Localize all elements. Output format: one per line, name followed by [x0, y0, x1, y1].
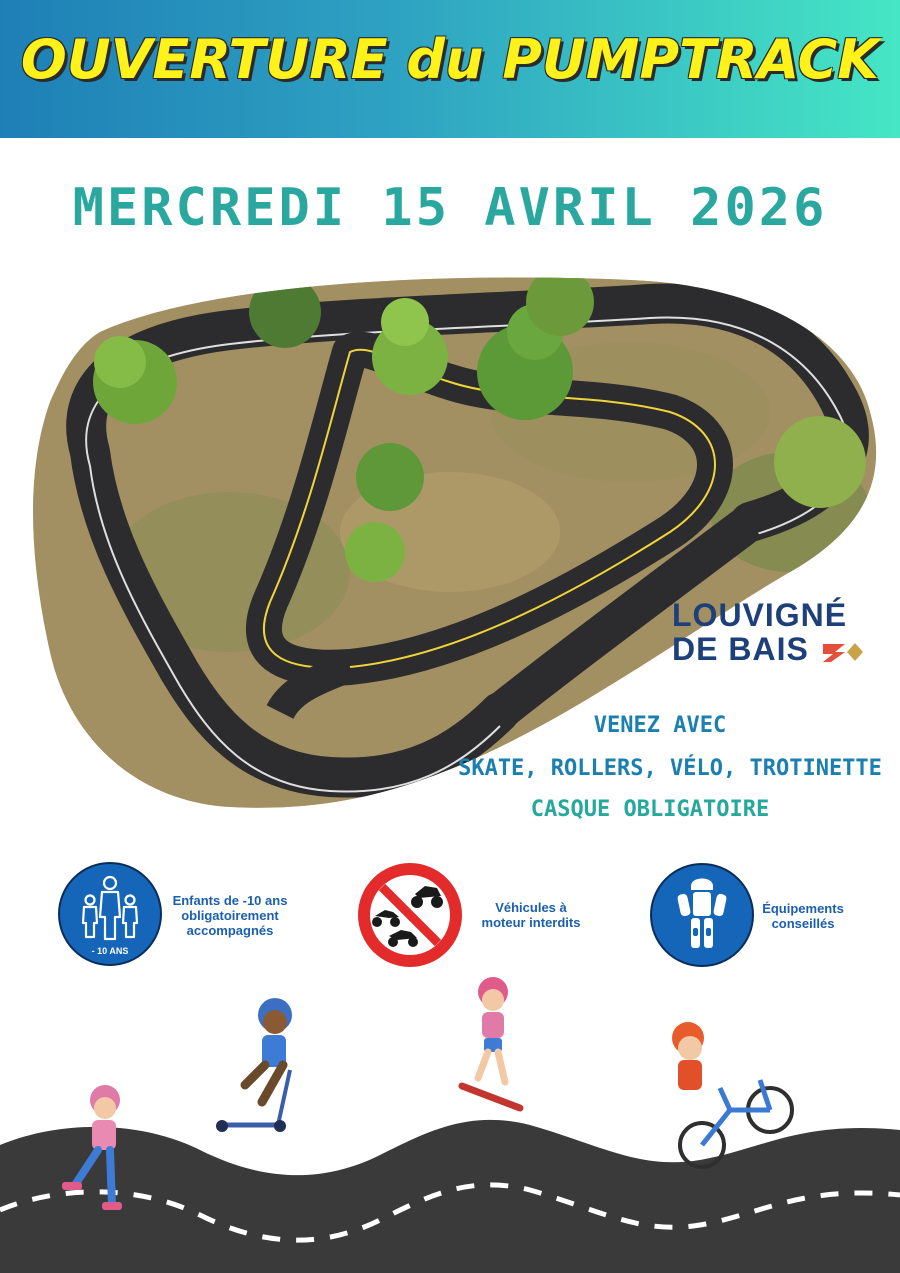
logo-line-2: DE BAIS	[672, 631, 809, 667]
protective-gear-icon	[649, 862, 755, 968]
info-line-come-with: VENEZ AVEC	[593, 713, 727, 738]
family-icon	[57, 861, 163, 967]
kid-scooter-illustration	[216, 998, 292, 1132]
logo-line-1: LOUVIGNÉ	[672, 597, 848, 633]
kids-road-illustration	[0, 960, 900, 1273]
rule-children-text: Enfants de -10 ans obligatoirement accompagnés	[172, 893, 288, 938]
pumptrack-aerial-photo	[30, 272, 880, 832]
info-line-equipment-list: SKATE, ROLLERS, VÉLO, TROTINETTE	[458, 756, 882, 781]
kid-skateboard-illustration	[462, 977, 520, 1108]
header-banner	[0, 0, 900, 138]
info-line-helmet-required: CASQUE OBLIGATOIRE	[530, 797, 770, 822]
town-logo	[672, 598, 872, 666]
no-motor-vehicles-icon	[355, 860, 465, 970]
rule-equipment-text: Équipements conseillés	[762, 901, 844, 931]
age-badge: - 10 ANS	[91, 946, 129, 956]
logo-emblem-icon	[821, 640, 865, 664]
rule-motor-vehicles-text: Véhicules à moteur interdits	[481, 900, 581, 930]
page-title: OUVERTURE du PUMPTRACK	[20, 28, 880, 91]
event-date: MERCREDI 15 AVRIL 2026	[72, 178, 828, 238]
